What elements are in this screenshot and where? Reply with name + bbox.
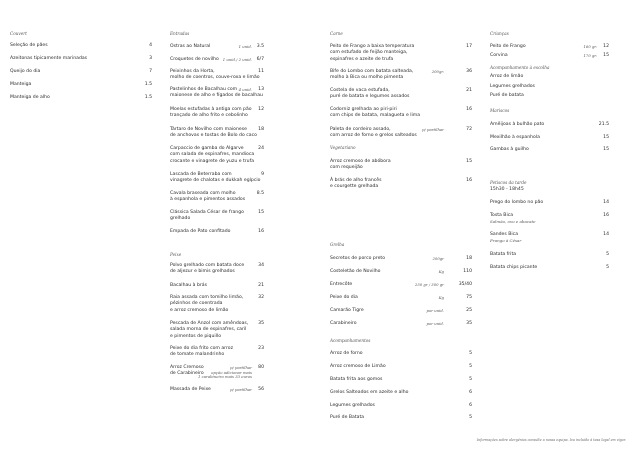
item-price: 15: [466, 159, 472, 164]
item-name: Queijo do dia: [10, 69, 41, 74]
menu-item: [10, 43, 152, 49]
item-price: 5: [469, 351, 472, 356]
item-name: Paleta de cordeiro assado, com arroz de forno e grelos salteados: [330, 127, 417, 139]
menu-item: [330, 44, 472, 63]
item-name: Entrecôte: [330, 282, 353, 287]
item-name: Manteiga de alho: [10, 95, 50, 100]
item-portion-note: 250 gr / 300 gr: [414, 282, 444, 287]
item-name: Secretos de porco preto: [330, 256, 386, 261]
item-portion-note: por unid.: [426, 321, 444, 326]
menu-item: [330, 321, 472, 327]
item-name: Clássica Salada César de frango grelhado: [170, 210, 244, 222]
menu-item: [170, 107, 264, 120]
item-name: Raia assada com tomilho limão, pézinhos de coentrada e arroz cremoso de limão: [170, 295, 244, 313]
item-price: 5: [606, 265, 609, 270]
item-portion-note: 200gr.: [431, 69, 444, 74]
item-portion-note: 1 unid./ 2 unid.: [222, 57, 252, 62]
menu-item: [170, 346, 264, 359]
item-name: Arroz cremoso de abóbora com requeijão: [330, 159, 391, 171]
menu-column: [170, 0, 264, 453]
item-price: 4: [149, 43, 152, 48]
menu-column: [330, 0, 472, 453]
item-price: 56: [258, 387, 264, 392]
menu-item: [170, 191, 264, 204]
item-price: 16: [603, 213, 609, 218]
item-name: Lascada de Beterraba com vinagrete de chalotas e dukkah egípcio: [170, 172, 261, 184]
menu-item: [330, 308, 472, 314]
item-name: Camarão Tigre: [330, 308, 364, 313]
section-heading: Crianças: [490, 31, 509, 36]
item-name: Arroz cremoso de Limão: [330, 364, 386, 369]
item-price: 15: [603, 135, 609, 140]
item-price: 13: [258, 87, 264, 92]
menu-column: [10, 0, 152, 453]
item-price: 21: [258, 283, 264, 288]
section-heading: Acompanhamentos: [330, 338, 371, 343]
item-name: Corvina: [490, 53, 508, 58]
menu-item: [170, 321, 264, 340]
item-price: 5: [469, 377, 472, 382]
item-price: 8.5: [256, 191, 264, 196]
item-price: 7: [149, 69, 152, 74]
item-price: 80: [258, 365, 264, 370]
item-name: Cavala braseada com molho à espanhola e pimentos assados: [170, 191, 246, 203]
menu-item: [330, 107, 472, 120]
item-name: Seleção de pães: [10, 43, 48, 48]
item-name: Puré de batata: [490, 93, 524, 98]
menu-item: [490, 252, 609, 258]
item-price: 34: [258, 263, 264, 268]
item-price: 14: [603, 232, 609, 237]
item-name: Manteiga: [10, 82, 32, 87]
item-name: Carpaccio de gamba do Algarve com salada de espinafres, mandioca crocante e vinagrete de yuzu e trufa: [170, 146, 255, 164]
item-name: Peito de Frango: [490, 44, 526, 49]
item-price: 35: [258, 321, 264, 326]
item-name: Pastelinhos de Bacalhau com maionese de alho e fígados de bacalhau: [170, 87, 263, 99]
item-price: 6: [469, 403, 472, 408]
menu-item: [490, 53, 609, 59]
item-price: 17: [466, 44, 472, 49]
menu-item: [10, 95, 152, 101]
item-name: Gambas à guilho: [490, 147, 529, 152]
item-portion-note: 170 gr.: [583, 53, 597, 58]
item-price: 5: [606, 252, 609, 257]
menu-item: [330, 415, 472, 421]
item-name: Moelas estufadas à antiga com pão trançado de alho frito e cebolinho: [170, 107, 252, 119]
section-heading: Mariscos: [490, 108, 510, 113]
item-extra-note: opção adicionar mais 1 carabineiro mais 33 euros: [198, 370, 252, 379]
menu-item: [490, 122, 609, 128]
item-price: 11: [258, 69, 264, 74]
section-heading: Acompanhamento à escolha: [490, 65, 550, 70]
item-price: 5: [469, 415, 472, 420]
menu-item: [330, 69, 472, 82]
menu-item: [170, 229, 264, 235]
menu-item: [330, 282, 472, 288]
item-portion-note: p/ partilhar: [422, 127, 444, 132]
item-price: 6/7: [256, 57, 264, 62]
item-price: 25: [466, 308, 472, 313]
item-price: 14: [603, 200, 609, 205]
item-portion-note: 1 unid.: [238, 44, 252, 49]
menu-item: [10, 56, 152, 62]
menu-item: [490, 74, 609, 80]
item-name: Tártaro de Novilho com maionese de anchovas e tostas de Bolo do caco: [170, 127, 257, 139]
item-price: 15: [258, 210, 264, 215]
item-name: Sandes Bica: [490, 232, 519, 237]
section-heading: Peixe: [170, 252, 182, 257]
item-portion-note: p/ partilhar: [230, 365, 252, 370]
menu-item: [490, 147, 609, 153]
menu-item: [330, 269, 472, 275]
menu-item: [490, 232, 609, 243]
menu-item: [330, 364, 472, 370]
menu-item: [170, 87, 264, 100]
item-name: Mexilhão à espanhola: [490, 135, 540, 140]
item-name: Tosta Bica: [490, 213, 514, 218]
item-name: Bife do Lombo com batata salteada, molho à Bica ou molho pimenta: [330, 69, 414, 81]
menu-item: [170, 365, 264, 378]
menu-item: [10, 69, 152, 75]
item-price: 16: [466, 178, 472, 183]
section-heading: Petiscos da tarde: [490, 180, 527, 185]
menu-item: [490, 44, 609, 50]
menu-item: [490, 213, 609, 224]
item-price: 15: [603, 53, 609, 58]
item-price: 12: [603, 44, 609, 49]
menu-item: [10, 82, 152, 88]
item-price: 6: [469, 390, 472, 395]
menu-item: [490, 265, 609, 271]
item-portion-note: Kg: [438, 295, 444, 300]
menu-item: [330, 403, 472, 409]
item-name: Carabineiro: [330, 321, 357, 326]
menu-item: [490, 200, 609, 206]
item-price: 35/40: [458, 282, 472, 287]
menu-item: [490, 84, 609, 90]
item-name: Legumes grelhados: [330, 403, 375, 408]
item-name: Batata frita aos gomos: [330, 377, 383, 382]
item-name: Costela de vaca estufada, puré de batata e legumes assados: [330, 88, 410, 100]
item-portion-note: p/ partilhar: [230, 387, 252, 392]
item-price: 72: [466, 127, 472, 132]
section-heading: Entradas: [170, 31, 190, 36]
item-name: Costeletão de Novilho: [330, 269, 381, 274]
item-name: Arroz de limão: [490, 74, 524, 79]
item-name: Arroz de forno: [330, 351, 363, 356]
allergen-footer-note: Informações sobre alergénios consulte a nossa equipa. Iva incluído à taxa legal em vigor.: [476, 438, 626, 442]
menu-item: [330, 390, 472, 396]
menu-item: [330, 295, 472, 301]
item-name: Codorniz grelhada ao piri-piri com chips de batata, malagueta e lima: [330, 107, 421, 119]
item-name: Batata frita: [490, 252, 517, 257]
item-name: Polvo grelhado com batata doce de aljezur e bimis grelhados: [170, 263, 245, 275]
menu-item: [170, 172, 264, 185]
menu-item: [490, 135, 609, 141]
menu-item: [170, 57, 264, 63]
item-name: Grelos Salteados em azeite e alho: [330, 390, 409, 395]
item-description: Salmão, ovo e abacate: [490, 219, 536, 225]
item-portion-note: por unid.: [426, 308, 444, 313]
item-price: 21: [466, 88, 472, 93]
item-price: 23: [258, 346, 264, 351]
menu-item: [170, 210, 264, 223]
item-price: 16: [466, 107, 472, 112]
item-name: Peixinhos da Horta, molho de coentros, couve-roxa e limão: [170, 69, 260, 81]
section-heading: Vegetariano: [330, 145, 356, 150]
section-subheading: 15h30 - 18h45: [490, 187, 524, 192]
item-price: 3: [149, 56, 152, 61]
menu-item: [490, 93, 609, 99]
menu-item: [170, 295, 264, 314]
menu-item: [330, 159, 472, 172]
item-name: Arroz Cremoso de Carabineiro: [170, 365, 204, 377]
menu-item: [330, 256, 472, 262]
item-name: Peito de Frango a baixa temperatura com estufado de feijão manteiga, espinafres e azeite de trufa: [330, 44, 415, 62]
menu-item: [170, 44, 264, 50]
item-price: 32: [258, 295, 264, 300]
item-price: 1.5: [144, 82, 152, 87]
item-name: Empada de Pato confitado: [170, 229, 231, 234]
section-heading: Carne: [330, 31, 343, 36]
item-name: Legumes grelhados: [490, 84, 535, 89]
item-description: Frango à César: [490, 238, 522, 244]
menu-item: [330, 127, 472, 140]
item-portion-note: 200gr: [432, 256, 444, 261]
menu-item: [330, 88, 472, 101]
item-price: 9: [261, 172, 264, 177]
item-name: Pescada de Anzol com amêndoas, salada morna de espinafres, caril e pimentos de piquillo: [170, 321, 249, 339]
item-price: 18: [466, 256, 472, 261]
item-price: 36: [466, 69, 472, 74]
item-name: Azeitonas tipicamente marinadas: [10, 56, 88, 61]
item-portion-note: 4 unid.: [238, 87, 252, 92]
item-name: Ostras ao Natural: [170, 44, 211, 49]
menu-item: [170, 283, 264, 289]
item-portion-note: Kg: [438, 269, 444, 274]
menu-item: [330, 351, 472, 357]
menu-item: [170, 263, 264, 276]
item-name: Batata chips picante: [490, 265, 538, 270]
item-price: 15: [603, 147, 609, 152]
menu-item: [170, 146, 264, 165]
item-price: 12: [258, 107, 264, 112]
item-price: 75: [466, 295, 472, 300]
menu-item: [170, 387, 264, 393]
item-name: Massada de Peixe: [170, 387, 211, 392]
item-name: À brás de alho francês e courgette grelhada: [330, 178, 382, 190]
item-name: Prego do lombo no pão: [490, 200, 544, 205]
item-price: 3.5: [256, 44, 264, 49]
menu-item: [330, 377, 472, 383]
section-heading: Grelha: [330, 242, 345, 247]
item-price: 24: [258, 146, 264, 151]
item-price: 110: [463, 269, 472, 274]
menu-column: [490, 0, 609, 453]
item-name: Peixe do dia frito com arroz de tomate malandrinho: [170, 346, 233, 358]
item-price: 35: [466, 321, 472, 326]
item-price: 5: [469, 364, 472, 369]
item-portion-note: 160 gr.: [583, 44, 597, 49]
item-price: 18: [258, 127, 264, 132]
item-name: Croquetes de novilho: [170, 57, 219, 62]
item-name: Amêijoas à bulhão pato: [490, 122, 545, 127]
item-price: 16: [258, 229, 264, 234]
menu-item: [330, 178, 472, 191]
menu-item: [170, 127, 264, 140]
section-heading: Couvert: [10, 31, 27, 36]
item-name: Puré de Batata: [330, 415, 365, 420]
item-name: Peixe do dia: [330, 295, 358, 300]
item-price: 21.5: [598, 122, 609, 127]
item-price: 1.5: [144, 95, 152, 100]
item-name: Bacalhau à brás: [170, 283, 207, 288]
menu-item: [170, 69, 264, 82]
